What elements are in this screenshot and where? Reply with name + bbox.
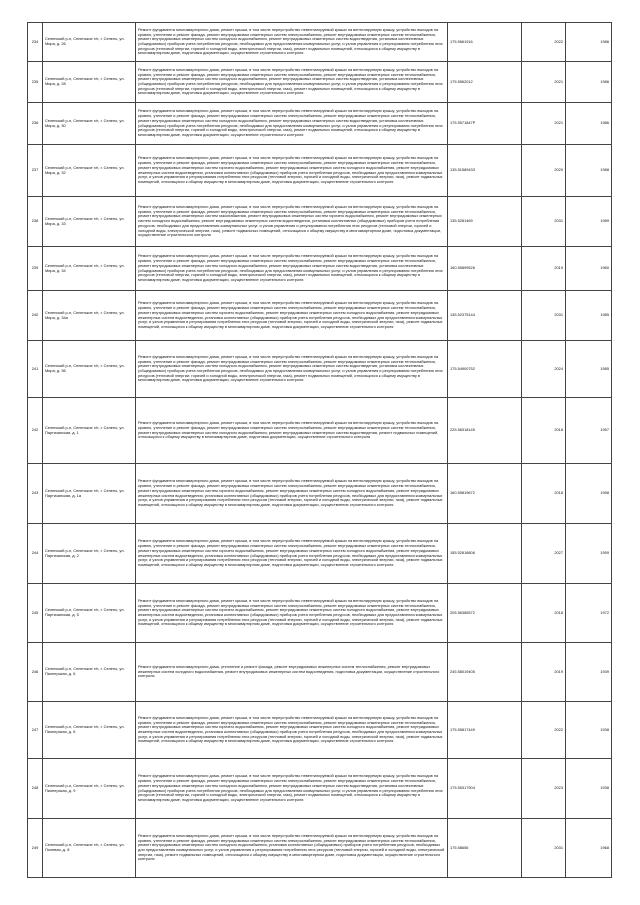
table-row	[28, 247, 612, 291]
build-year-cell: 1985	[566, 291, 612, 341]
build-year-cell: 1985	[566, 341, 612, 398]
address-cell: Селенский р-н, Селенское г/п, г. Селено, ул. Полевая, д. 8	[43, 819, 136, 878]
planned-year-cell: 2022	[522, 23, 566, 62]
address-cell: Селенский р-н, Селенское г/п, г. Селено, ул. Мира, д. 30	[43, 103, 136, 145]
cost-cell: 155.52818806	[448, 524, 522, 584]
planned-year-cell: 2022	[522, 702, 566, 759]
row-number-cell: 237	[28, 145, 43, 197]
planned-year-cell: 2021	[522, 103, 566, 145]
table-row	[28, 291, 612, 341]
planned-year-cell: 2018	[522, 584, 566, 643]
table-row	[28, 398, 612, 464]
address-cell: Селенский р-н, Селенское г/п, г. Селено, ул. Мира, д. 26	[43, 23, 136, 62]
works-description-cell: Ремонт фундамента многоквартирного дома, ремонт крыши, в том числе переустройство невентилируемой крыши на вентилируемую крышу, устройство выходов на кровлю, утепление и ремонт фасада, ремонт внутридомовых инженерных систем электроснабжения, ремонт внутридомовых инженерных систем теплоснабжения, ремонт внутридомовых инженерных систем горячего водоснабжения, ремонт внутридомовых инженерных систем холодного водоснабжения, ремонт внутридомовых инженерных систем водоотведения, установка коллективных (общедомовых) приборов учета потребления ресурсов, необходимых для предоставления коммунальных услуг, и узлов управления и регулирования потребления этих ресурсов (тепловой энергии, горячей и холодной воды, электрической энергии, газа), ремонт подвальных помещений, относящихся к общему имуществу в многоквартирном доме, подготовка документации, осуществление строительного контроля	[136, 702, 448, 759]
works-description-cell: Ремонт фундамента многоквартирного дома, ремонт крыши, в том числе переустройство невентилируемой крыши на вентилируемую крышу, устройство выходов на кровлю, утепление и ремонт фасада, ремонт внутридомовых инженерных систем электроснабжения, ремонт внутридомовых инженерных систем теплоснабжения, ремонт внутридомовых инженерных систем холодного водоснабжения, ремонт внутридомовых инженерных систем водоотведения, установка коллективных (общедомовых) приборов учета потребления ресурсов, необходимых для предоставления коммунальных услуг, и узлов управления и регулирования потребления этих ресурсов (тепловой энергии, горячей и холодной воды, электрической энергии, газа), ремонт подвальных помещений, относящихся к общему имуществу в многоквартирном доме, подготовка документации, осуществление строительного контроля	[136, 62, 448, 103]
table-row	[28, 197, 612, 247]
cost-cell: 245.58019405	[448, 643, 522, 702]
build-year-cell: 1986	[566, 23, 612, 62]
address-cell: Селенский р-н, Селенское г/п, г. Селено, ул. Мира, д. 34а	[43, 291, 136, 341]
build-year-cell: 1939	[566, 643, 612, 702]
works-description-cell: Ремонт фундамента многоквартирного дома, ремонт крыши, в том числе переустройство невентилируемой крыши на вентилируемую крышу, устройство выходов на кровлю, утепление и ремонт фасада, ремонт внутридомовых инженерных систем электроснабжения, ремонт внутридомовых инженерных систем теплоснабжения, ремонт внутридомовых инженерных систем холодного водоснабжения, ремонт внутридомовых инженерных систем водоотведения, установка коллективных (общедомовых) приборов учета потребления ресурсов, необходимых для предоставления коммунальных услуг, и узлов управления и регулирования потребления этих ресурсов (тепловой энергии, горячей и холодной воды, электрической энергии, газа), ремонт подвальных помещений, относящихся к общему имуществу в многоквартирном доме, подготовка документации, осуществление строительного контроля	[136, 759, 448, 819]
address-cell: Селенский р-н, Селенское г/п, г. Селено, ул. Мира, д. 33	[43, 197, 136, 247]
planned-year-cell: 2031	[522, 291, 566, 341]
cost-cell: 175.55317904	[448, 759, 522, 819]
works-description-cell: Ремонт фундамента многоквартирного дома, ремонт крыши, в том числе переустройство невентилируемой крыши на вентилируемую крышу, устройство выходов на кровлю, утепление и ремонт фасада, ремонт внутридомовых инженерных систем электроснабжения, ремонт внутридомовых инженерных систем теплоснабжения, ремонт внутридомовых инженерных систем горячего водоснабжения, ремонт внутридомовых инженерных систем холодного водоснабжения, ремонт внутридомовых инженерных систем водоотведения, установка коллективных (общедомовых) приборов учета потребления ресурсов, необходимых для предоставления коммунальных услуг, и узлов управления и регулирования потребления этих ресурсов (тепловой энергии, горячей и холодной воды, электрической энергии, газа), ремонт подвальных помещений, относящихся к общему имуществу в многоквартирном доме, подготовка документации, осуществление строительного контроля	[136, 464, 448, 524]
planned-year-cell: 2018	[522, 398, 566, 464]
row-number-cell: 242	[28, 398, 43, 464]
cost-cell: 175.5661916	[448, 23, 522, 62]
build-year-cell: 1988	[566, 145, 612, 197]
planned-year-cell: 2024	[522, 341, 566, 398]
build-year-cell: 1959	[566, 524, 612, 584]
table-row	[28, 584, 612, 643]
cost-cell: 160.55899526	[448, 247, 522, 291]
cost-cell: 175.5571847Р	[448, 103, 522, 145]
cost-cell: 160.55819672	[448, 464, 522, 524]
table-row	[28, 819, 612, 878]
address-cell: Селенский р-н, Селенское г/п, г. Селено, ул. Мира, д. 32	[43, 145, 136, 197]
address-cell: Селенский р-н, Селенское г/п, г. Селено, ул. Пионерская, д. 9	[43, 759, 136, 819]
table-row	[28, 145, 612, 197]
planned-year-cell: 2031	[522, 197, 566, 247]
table-row	[28, 103, 612, 145]
row-number-cell: 235	[28, 62, 43, 103]
works-description-cell: Ремонт фундамента многоквартирного дома, ремонт крыши, в том числе переустройство невентилируемой крыши на вентилируемую крышу, устройство выходов на кровлю, утепление и ремонт фасада, ремонт внутридомовых инженерных систем электроснабжения, ремонт внутридомовых инженерных систем теплоснабжения, ремонт внутридомовых инженерных систем холодного водоснабжения, ремонт внутридомовых инженерных систем водоотведения, установка коллективных (общедомовых) приборов учета потребления ресурсов, необходимых для предоставления коммунальных услуг, и узлов управления и регулирования потребления этих ресурсов (тепловой энергии, горячей и холодной воды, электрической энергии, газа), ремонт подвальных помещений, относящихся к общему имуществу в многоквартирном доме, подготовка документации, осуществление строительного контроля	[136, 103, 448, 145]
row-number-cell: 249	[28, 819, 43, 878]
row-number-cell: 244	[28, 524, 43, 584]
table-row	[28, 702, 612, 759]
row-number-cell: 236	[28, 103, 43, 145]
build-year-cell: 1986	[566, 103, 612, 145]
works-description-cell: Ремонт фундамента многоквартирного дома, ремонт крыши, в том числе переустройство невентилируемой крыши на вентилируемую крышу, устройство выходов на кровлю, утепление и ремонт фасада, ремонт внутридомовых инженерных систем электроснабжения, ремонт внутридомовых инженерных систем теплоснабжения, ремонт внутридомовых инженерных систем горячего водоснабжения, ремонт внутридомовых инженерных систем холодного водоснабжения, ремонт внутридомовых инженерных систем водоотведения, установка коллективных (общедомовых) приборов учета потребления ресурсов, необходимых для предоставления коммунальных услуг, и узлов управления и регулирования потребления этих ресурсов (тепловой энергии, горячей и холодной воды, электрической энергии, газа), ремонт подвальных помещений, относящихся к общему имуществу в многоквартирном доме, подготовка документации, осуществление строительного контроля	[136, 145, 448, 197]
works-description-cell: Ремонт фундамента многоквартирного дома, ремонт крыши, в том числе переустройство невентилируемой крыши на вентилируемую крышу, устройство выходов на кровлю, утепление и ремонт фасада, ремонт внутридомовых инженерных систем электроснабжения, ремонт внутридомовых инженерных систем теплоснабжения, ремонт внутридомовых инженерных систем холодного водоснабжения, установка коллективных (общедомовых) приборов учета потребления ресурсов, необходимых для предоставления коммунальных услуг, и узлов управления и регулирования потребления этих ресурсов (тепловой энергии, горячей и холодной воды, электрической энергии, газа), ремонт подвальных помещений, относящихся к общему имуществу в многоквартирном доме, подготовка документации, осуществление строительного контроля	[136, 819, 448, 878]
address-cell: Селенский р-н, Селенское г/п, г. Селено, ул. Партизанская, д. 1	[43, 398, 136, 464]
cost-cell: 205.56385572	[448, 584, 522, 643]
address-cell: Селенский р-н, Селенское г/п, г. Селено, ул. Пионерская, д. 6	[43, 702, 136, 759]
cost-cell: 225.58318145	[448, 398, 522, 464]
works-description-cell: Ремонт фундамента многоквартирного дома, ремонт крыши, в том числе переустройство невентилируемой крыши на вентилируемую крышу, устройство выходов на кровлю, утепление и ремонт фасада, ремонт внутридомовых инженерных систем электроснабжения, ремонт внутридомовых инженерных систем теплоснабжения, ремонт внутридомовых инженерных систем газоснабжения, ремонт внутридомовых инженерных систем горячего водоснабжения, ремонт внутридомовых инженерных систем холодного водоснабжения, ремонт внутридомовых инженерных систем водоотведения, установка коллективных (общедомовых) приборов учета потребления ресурсов, необходимых для предоставления коммунальных услуг, и узлов управления и регулирования потребления этих ресурсов (тепловой энергии, горячей и холодной воды, электрической энергии, газа), ремонт подвальных помещений, относящихся к общему имуществу в многоквартирном доме, подготовка документации, осуществление строительного контроля	[136, 197, 448, 247]
planned-year-cell: 2020	[522, 145, 566, 197]
build-year-cell: 1989	[566, 197, 612, 247]
row-number-cell: 247	[28, 702, 43, 759]
cost-cell: 175.54900752	[448, 341, 522, 398]
row-number-cell: 241	[28, 341, 43, 398]
table-row	[28, 759, 612, 819]
table-row	[28, 23, 612, 62]
cost-cell: 135.5281469	[448, 197, 522, 247]
planned-year-cell: 2023	[522, 759, 566, 819]
row-number-cell: 238	[28, 197, 43, 247]
works-description-cell: Ремонт фундамента многоквартирного дома, утепление и ремонт фасада, ремонт внутридомовых инженерных систем теплоснабжения, ремонт внутридомовых инженерных систем холодного водоснабжения, ремонт внутридомовых инженерных систем водоотведения, подготовка документации, осуществление строительного контроля	[136, 643, 448, 702]
address-cell: Селенский р-н, Селенское г/п, г. Селено, ул. Партизанская, д. 5	[43, 584, 136, 643]
row-number-cell: 239	[28, 247, 43, 291]
planned-year-cell: 2019	[522, 643, 566, 702]
document-page	[27, 22, 611, 878]
table-row	[28, 643, 612, 702]
works-description-cell: Ремонт фундамента многоквартирного дома, ремонт крыши, в том числе переустройство невентилируемой крыши на вентилируемую крышу, устройство выходов на кровлю, утепление и ремонт фасада, ремонт внутридомовых инженерных систем электроснабжения, ремонт внутридомовых инженерных систем теплоснабжения, ремонт внутридомовых инженерных систем холодного водоснабжения, ремонт внутридомовых инженерных систем водоотведения, установка коллективных (общедомовых) приборов учета потребления ресурсов, необходимых для предоставления коммунальных услуг, и узлов управления и регулирования потребления этих ресурсов (тепловой энергии, горячей и холодной воды, электрической энергии, газа), ремонт подвальных помещений, относящихся к общему имуществу в многоквартирном доме, подготовка документации, осуществление строительного контроля	[136, 341, 448, 398]
address-cell: Селенский р-н, Селенское г/п, г. Селено, ул. Партизанская, д. 2	[43, 524, 136, 584]
build-year-cell: 1938	[566, 759, 612, 819]
works-description-cell: Ремонт фундамента многоквартирного дома, ремонт крыши, в том числе переустройство невентилируемой крыши на вентилируемую крышу, устройство выходов на кровлю, утепление и ремонт фасада, ремонт внутридомовых инженерных систем электроснабжения, ремонт внутридомовых инженерных систем теплоснабжения, ремонт внутридомовых инженерных систем холодного водоснабжения, ремонт внутридомовых инженерных систем водоотведения, установка коллективных (общедомовых) приборов учета потребления ресурсов, необходимых для предоставления коммунальных услуг, и узлов управления и регулирования потребления этих ресурсов (тепловой энергии, горячей и холодной воды, электрической энергии, газа), ремонт подвальных помещений, относящихся к общему имуществу в многоквартирном доме, подготовка документации, осуществление строительного контроля	[136, 247, 448, 291]
row-number-cell: 234	[28, 23, 43, 62]
build-year-cell: 1986	[566, 62, 612, 103]
address-cell: Селенский р-н, Селенское г/п, г. Селено, ул. Партизанская, д. 1а	[43, 464, 136, 524]
address-cell: Селенский р-н, Селенское г/п, г. Селено, ул. Мира, д. 34	[43, 247, 136, 291]
repair-program-table	[27, 22, 612, 878]
table-row	[28, 464, 612, 524]
table-row	[28, 62, 612, 103]
row-number-cell: 240	[28, 291, 43, 341]
cost-cell: 135.51589433	[448, 145, 522, 197]
address-cell: Селенский р-н, Селенское г/п, г. Селено, ул. Мира, д. 36	[43, 341, 136, 398]
planned-year-cell: 2018	[522, 464, 566, 524]
build-year-cell: 1972	[566, 584, 612, 643]
address-cell: Селенский р-н, Селенское г/п, г. Селено, ул. Мира, д. 28	[43, 62, 136, 103]
row-number-cell: 246	[28, 643, 43, 702]
cost-cell: 135.52375144	[448, 291, 522, 341]
planned-year-cell: 2031	[522, 819, 566, 878]
planned-year-cell: 2019	[522, 247, 566, 291]
works-description-cell: Ремонт фундамента многоквартирного дома, ремонт крыши, в том числе переустройство невентилируемой крыши на вентилируемую крышу, устройство выходов на кровлю, утепление и ремонт фасада, ремонт внутридомовых инженерных систем электроснабжения, ремонт внутридомовых инженерных систем теплоснабжения, ремонт внутридомовых инженерных систем горячего водоснабжения, ремонт внутридомовых инженерных систем холодного водоснабжения, ремонт внутридомовых инженерных систем водоотведения, установка коллективных (общедомовых) приборов учета потребления ресурсов, необходимых для предоставления коммунальных услуг, и узлов управления и регулирования потребления этих ресурсов (тепловой энергии, горячей и холодной воды, электрической энергии, газа), ремонт подвальных помещений, относящихся к общему имуществу в многоквартирном доме, подготовка документации, осуществление строительного контроля	[136, 291, 448, 341]
address-cell: Селенский р-н, Селенское г/п, г. Селено, ул. Пионерская, д. 6	[43, 643, 136, 702]
row-number-cell: 243	[28, 464, 43, 524]
row-number-cell: 245	[28, 584, 43, 643]
works-description-cell: Ремонт фундамента многоквартирного дома, ремонт крыши, в том числе переустройство невентилируемой крыши на вентилируемую крышу, устройство выходов на кровлю, утепление и ремонт фасада, ремонт внутридомовых инженерных систем электроснабжения, ремонт внутридомовых инженерных систем теплоснабжения, ремонт внутридомовых инженерных систем холодного водоснабжения, ремонт внутридомовых инженерных систем водоотведения, установка коллективных (общедомовых) приборов учета потребления ресурсов, необходимых для предоставления коммунальных услуг, и узлов управления и регулирования потребления этих ресурсов (тепловой энергии, горячей и холодной воды, электрической энергии, газа), ремонт подвальных помещений, относящихся к общему имуществу в многоквартирном доме, подготовка документации, осуществление строительного контроля	[136, 23, 448, 62]
planned-year-cell: 2021	[522, 62, 566, 103]
table-body	[28, 23, 612, 878]
planned-year-cell: 2027	[522, 524, 566, 584]
build-year-cell: 1968	[566, 819, 612, 878]
build-year-cell: 1958	[566, 464, 612, 524]
table-row	[28, 341, 612, 398]
works-description-cell: Ремонт фундамента многоквартирного дома, ремонт крыши, в том числе переустройство невентилируемой крыши на вентилируемую крышу, устройство выходов на кровлю, утепление и ремонт фасада, ремонт внутридомовых инженерных систем электроснабжения, ремонт внутридомовых инженерных систем теплоснабжения, ремонт внутридомовых инженерных систем горячего водоснабжения, ремонт внутридомовых инженерных систем холодного водоснабжения, ремонт внутридомовых инженерных систем водоотведения, установка коллективных (общедомовых) приборов учета потребления ресурсов, необходимых для предоставления коммунальных услуг, и узлов управления и регулирования потребления этих ресурсов (тепловой энергии, горячей и холодной воды, электрической энергии, газа), ремонт подвальных помещений, относящихся к общему имуществу в многоквартирном доме, подготовка документации, осуществление строительного контроля	[136, 584, 448, 643]
build-year-cell: 1938	[566, 702, 612, 759]
cost-cell: 175.55817449	[448, 702, 522, 759]
row-number-cell: 248	[28, 759, 43, 819]
works-description-cell: Ремонт фундамента многоквартирного дома, ремонт крыши, в том числе переустройство невентилируемой крыши на вентилируемую крышу, устройство выходов на кровлю, утепление и ремонт фасада, ремонт внутридомовых инженерных систем электроснабжения, ремонт внутридомовых инженерных систем теплоснабжения, ремонт внутридомовых инженерных систем холодного водоснабжения, ремонт внутридомовых инженерных систем водоотведения, ремонт подвальных помещений, относящихся к общему имуществу в многоквартирном доме, подготовка документации, осуществление строительного контроля	[136, 398, 448, 464]
table-row	[28, 524, 612, 584]
build-year-cell: 1960	[566, 247, 612, 291]
works-description-cell: Ремонт фундамента многоквартирного дома, ремонт крыши, в том числе переустройство невентилируемой крыши на вентилируемую крышу, устройство выходов на кровлю, утепление и ремонт фасада, ремонт внутридомовых инженерных систем электроснабжения, ремонт внутридомовых инженерных систем теплоснабжения, ремонт внутридомовых инженерных систем горячего водоснабжения, ремонт внутридомовых инженерных систем холодного водоснабжения, ремонт внутридомовых инженерных систем водоотведения, установка коллективных (общедомовых) приборов учета потребления ресурсов, необходимых для предоставления коммунальных услуг, и узлов управления и регулирования потребления этих ресурсов (тепловой энергии, горячей и холодной воды, электрической энергии, газа), ремонт подвальных помещений, относящихся к общему имуществу в многоквартирном доме, подготовка документации, осуществление строительного контроля	[136, 524, 448, 584]
cost-cell: 175.58656	[448, 819, 522, 878]
build-year-cell: 1957	[566, 398, 612, 464]
cost-cell: 175.5562012	[448, 62, 522, 103]
